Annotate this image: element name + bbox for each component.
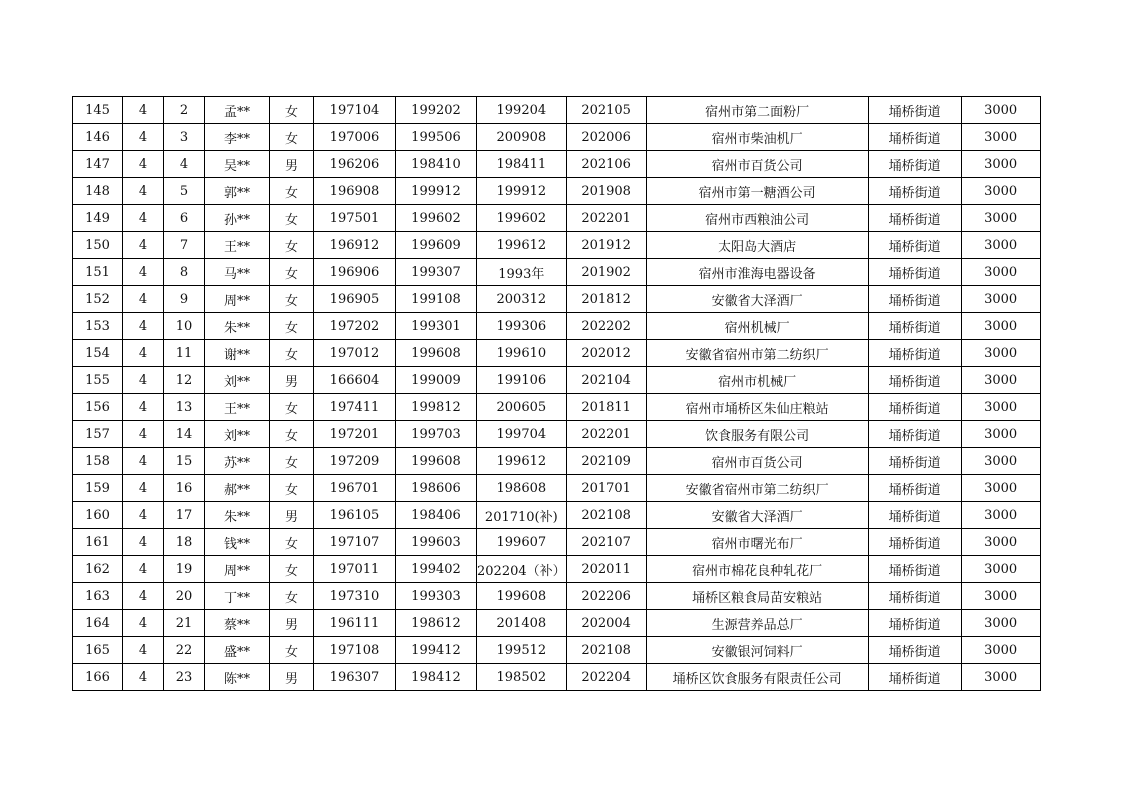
birth-date-cell: 196111 (314, 610, 396, 637)
amount-cell: 3000 (961, 529, 1040, 556)
seq-no-cell: 149 (73, 205, 123, 232)
table-row (73, 340, 1041, 367)
gender-cell: 女 (270, 259, 314, 286)
work-start-cell: 199609 (396, 232, 477, 259)
index-cell: 8 (164, 259, 205, 286)
work-start-cell: 199608 (396, 448, 477, 475)
name-cell: 周** (205, 286, 270, 313)
contract-date-cell: 200312 (477, 286, 567, 313)
amount-cell: 3000 (961, 664, 1040, 691)
seq-no-cell: 151 (73, 259, 123, 286)
gender-cell: 男 (270, 610, 314, 637)
index-cell: 4 (164, 151, 205, 178)
birth-date-cell: 197011 (314, 556, 396, 583)
group-cell: 4 (123, 205, 164, 232)
table-row (73, 610, 1041, 637)
contract-date-cell: 199602 (477, 205, 567, 232)
employer-cell: 安徽银河饲料厂 (646, 637, 868, 664)
gender-cell: 女 (270, 232, 314, 259)
employer-cell: 太阳岛大酒店 (646, 232, 868, 259)
birth-date-cell: 197104 (314, 97, 396, 124)
amount-cell: 3000 (961, 178, 1040, 205)
birth-date-cell: 197411 (314, 394, 396, 421)
gender-cell: 女 (270, 529, 314, 556)
name-cell: 陈** (205, 664, 270, 691)
street-cell: 埇桥街道 (868, 313, 961, 340)
seq-no-cell: 147 (73, 151, 123, 178)
gender-cell: 女 (270, 313, 314, 340)
amount-cell: 3000 (961, 340, 1040, 367)
name-cell: 孙** (205, 205, 270, 232)
work-start-cell: 199603 (396, 529, 477, 556)
street-cell: 埇桥街道 (868, 124, 961, 151)
street-cell: 埇桥街道 (868, 610, 961, 637)
name-cell: 谢** (205, 340, 270, 367)
birth-date-cell: 197501 (314, 205, 396, 232)
gender-cell: 女 (270, 205, 314, 232)
contract-date-cell: 199912 (477, 178, 567, 205)
employer-cell: 饮食服务有限公司 (646, 421, 868, 448)
name-cell: 朱** (205, 502, 270, 529)
group-cell: 4 (123, 529, 164, 556)
group-cell: 4 (123, 313, 164, 340)
seq-no-cell: 165 (73, 637, 123, 664)
name-cell: 周** (205, 556, 270, 583)
retire-date-cell: 202006 (566, 124, 646, 151)
birth-date-cell: 197209 (314, 448, 396, 475)
birth-date-cell: 196206 (314, 151, 396, 178)
table-row (73, 529, 1041, 556)
street-cell: 埇桥街道 (868, 151, 961, 178)
record-sheet (72, 96, 1041, 691)
seq-no-cell: 162 (73, 556, 123, 583)
name-cell: 朱** (205, 313, 270, 340)
employer-cell: 宿州市埇桥区朱仙庄粮站 (646, 394, 868, 421)
amount-cell: 3000 (961, 232, 1040, 259)
table-row (73, 313, 1041, 340)
contract-date-cell: 199607 (477, 529, 567, 556)
index-cell: 19 (164, 556, 205, 583)
employer-cell: 安徽省大泽酒厂 (646, 286, 868, 313)
street-cell: 埇桥街道 (868, 664, 961, 691)
street-cell: 埇桥街道 (868, 421, 961, 448)
index-cell: 13 (164, 394, 205, 421)
gender-cell: 女 (270, 178, 314, 205)
work-start-cell: 198612 (396, 610, 477, 637)
retire-date-cell: 202108 (566, 637, 646, 664)
retire-date-cell: 201908 (566, 178, 646, 205)
name-cell: 王** (205, 232, 270, 259)
group-cell: 4 (123, 556, 164, 583)
birth-date-cell: 197108 (314, 637, 396, 664)
work-start-cell: 199202 (396, 97, 477, 124)
employer-cell: 宿州市百货公司 (646, 151, 868, 178)
contract-date-cell: 199306 (477, 313, 567, 340)
retire-date-cell: 201701 (566, 475, 646, 502)
table-row (73, 232, 1041, 259)
table-row (73, 475, 1041, 502)
index-cell: 7 (164, 232, 205, 259)
street-cell: 埇桥街道 (868, 232, 961, 259)
work-start-cell: 199307 (396, 259, 477, 286)
index-cell: 5 (164, 178, 205, 205)
amount-cell: 3000 (961, 151, 1040, 178)
gender-cell: 男 (270, 151, 314, 178)
amount-cell: 3000 (961, 475, 1040, 502)
seq-no-cell: 163 (73, 583, 123, 610)
employer-cell: 宿州市机械厂 (646, 367, 868, 394)
group-cell: 4 (123, 583, 164, 610)
employer-cell: 生源营养品总厂 (646, 610, 868, 637)
group-cell: 4 (123, 367, 164, 394)
name-cell: 郭** (205, 178, 270, 205)
retire-date-cell: 202012 (566, 340, 646, 367)
work-start-cell: 199608 (396, 340, 477, 367)
index-cell: 22 (164, 637, 205, 664)
group-cell: 4 (123, 664, 164, 691)
seq-no-cell: 164 (73, 610, 123, 637)
retire-date-cell: 202206 (566, 583, 646, 610)
amount-cell: 3000 (961, 286, 1040, 313)
gender-cell: 女 (270, 394, 314, 421)
table-row (73, 124, 1041, 151)
contract-date-cell: 199612 (477, 232, 567, 259)
retire-date-cell: 201912 (566, 232, 646, 259)
amount-cell: 3000 (961, 448, 1040, 475)
street-cell: 埇桥街道 (868, 340, 961, 367)
index-cell: 11 (164, 340, 205, 367)
employer-cell: 宿州市百货公司 (646, 448, 868, 475)
index-cell: 2 (164, 97, 205, 124)
group-cell: 4 (123, 340, 164, 367)
name-cell: 刘** (205, 421, 270, 448)
retire-date-cell: 202108 (566, 502, 646, 529)
name-cell: 盛** (205, 637, 270, 664)
street-cell: 埇桥街道 (868, 637, 961, 664)
index-cell: 15 (164, 448, 205, 475)
table-row (73, 151, 1041, 178)
table-row (73, 502, 1041, 529)
employer-cell: 宿州市淮海电器设备 (646, 259, 868, 286)
amount-cell: 3000 (961, 205, 1040, 232)
retire-date-cell: 202204 (566, 664, 646, 691)
work-start-cell: 199009 (396, 367, 477, 394)
contract-date-cell: 199204 (477, 97, 567, 124)
birth-date-cell: 197310 (314, 583, 396, 610)
index-cell: 17 (164, 502, 205, 529)
seq-no-cell: 160 (73, 502, 123, 529)
work-start-cell: 199912 (396, 178, 477, 205)
gender-cell: 女 (270, 421, 314, 448)
name-cell: 王** (205, 394, 270, 421)
table-row (73, 205, 1041, 232)
gender-cell: 女 (270, 97, 314, 124)
table-row (73, 97, 1041, 124)
birth-date-cell: 196105 (314, 502, 396, 529)
seq-no-cell: 161 (73, 529, 123, 556)
name-cell: 蔡** (205, 610, 270, 637)
gender-cell: 女 (270, 475, 314, 502)
amount-cell: 3000 (961, 421, 1040, 448)
birth-date-cell: 196908 (314, 178, 396, 205)
employer-cell: 埇桥区饮食服务有限责任公司 (646, 664, 868, 691)
gender-cell: 女 (270, 124, 314, 151)
seq-no-cell: 157 (73, 421, 123, 448)
group-cell: 4 (123, 475, 164, 502)
amount-cell: 3000 (961, 556, 1040, 583)
amount-cell: 3000 (961, 394, 1040, 421)
street-cell: 埇桥街道 (868, 259, 961, 286)
group-cell: 4 (123, 421, 164, 448)
amount-cell: 3000 (961, 313, 1040, 340)
group-cell: 4 (123, 151, 164, 178)
amount-cell: 3000 (961, 124, 1040, 151)
employer-cell: 宿州市第一糖酒公司 (646, 178, 868, 205)
contract-date-cell: 199704 (477, 421, 567, 448)
street-cell: 埇桥街道 (868, 394, 961, 421)
work-start-cell: 199703 (396, 421, 477, 448)
table-row (73, 259, 1041, 286)
contract-date-cell: 199608 (477, 583, 567, 610)
gender-cell: 女 (270, 448, 314, 475)
group-cell: 4 (123, 124, 164, 151)
retire-date-cell: 201902 (566, 259, 646, 286)
retire-date-cell: 202201 (566, 205, 646, 232)
table-row (73, 583, 1041, 610)
work-start-cell: 198412 (396, 664, 477, 691)
group-cell: 4 (123, 286, 164, 313)
name-cell: 刘** (205, 367, 270, 394)
table-row (73, 286, 1041, 313)
index-cell: 14 (164, 421, 205, 448)
employer-cell: 宿州机械厂 (646, 313, 868, 340)
index-cell: 21 (164, 610, 205, 637)
seq-no-cell: 152 (73, 286, 123, 313)
name-cell: 李** (205, 124, 270, 151)
name-cell: 郝** (205, 475, 270, 502)
seq-no-cell: 156 (73, 394, 123, 421)
index-cell: 16 (164, 475, 205, 502)
retire-date-cell: 202105 (566, 97, 646, 124)
birth-date-cell: 197012 (314, 340, 396, 367)
employer-cell: 宿州市棉花良种轧花厂 (646, 556, 868, 583)
group-cell: 4 (123, 97, 164, 124)
street-cell: 埇桥街道 (868, 367, 961, 394)
birth-date-cell: 196912 (314, 232, 396, 259)
retire-date-cell: 202106 (566, 151, 646, 178)
index-cell: 23 (164, 664, 205, 691)
contract-date-cell: 202204（补） (477, 556, 567, 583)
contract-date-cell: 198411 (477, 151, 567, 178)
birth-date-cell: 196905 (314, 286, 396, 313)
street-cell: 埇桥街道 (868, 502, 961, 529)
street-cell: 埇桥街道 (868, 529, 961, 556)
group-cell: 4 (123, 448, 164, 475)
group-cell: 4 (123, 502, 164, 529)
index-cell: 12 (164, 367, 205, 394)
table-row (73, 421, 1041, 448)
street-cell: 埇桥街道 (868, 583, 961, 610)
gender-cell: 女 (270, 556, 314, 583)
work-start-cell: 199412 (396, 637, 477, 664)
table-row (73, 367, 1041, 394)
employer-cell: 宿州市第二面粉厂 (646, 97, 868, 124)
birth-date-cell: 197202 (314, 313, 396, 340)
table-row (73, 178, 1041, 205)
index-cell: 9 (164, 286, 205, 313)
table-row (73, 448, 1041, 475)
work-start-cell: 199108 (396, 286, 477, 313)
amount-cell: 3000 (961, 97, 1040, 124)
employer-cell: 安徽省宿州市第二纺织厂 (646, 475, 868, 502)
amount-cell: 3000 (961, 610, 1040, 637)
name-cell: 钱** (205, 529, 270, 556)
work-start-cell: 199303 (396, 583, 477, 610)
birth-date-cell: 196906 (314, 259, 396, 286)
street-cell: 埇桥街道 (868, 448, 961, 475)
work-start-cell: 199402 (396, 556, 477, 583)
work-start-cell: 199506 (396, 124, 477, 151)
retire-date-cell: 202104 (566, 367, 646, 394)
retire-date-cell: 202201 (566, 421, 646, 448)
name-cell: 马** (205, 259, 270, 286)
table-row (73, 556, 1041, 583)
group-cell: 4 (123, 394, 164, 421)
retire-date-cell: 201811 (566, 394, 646, 421)
birth-date-cell: 196307 (314, 664, 396, 691)
amount-cell: 3000 (961, 583, 1040, 610)
seq-no-cell: 148 (73, 178, 123, 205)
employer-cell: 安徽省宿州市第二纺织厂 (646, 340, 868, 367)
retire-date-cell: 202011 (566, 556, 646, 583)
retire-date-cell: 202202 (566, 313, 646, 340)
contract-date-cell: 198608 (477, 475, 567, 502)
employer-cell: 安徽省大泽酒厂 (646, 502, 868, 529)
seq-no-cell: 150 (73, 232, 123, 259)
gender-cell: 男 (270, 664, 314, 691)
street-cell: 埇桥街道 (868, 178, 961, 205)
retire-date-cell: 202004 (566, 610, 646, 637)
group-cell: 4 (123, 259, 164, 286)
contract-date-cell: 201710(补) (477, 502, 567, 529)
index-cell: 3 (164, 124, 205, 151)
amount-cell: 3000 (961, 259, 1040, 286)
gender-cell: 男 (270, 367, 314, 394)
retire-date-cell: 202107 (566, 529, 646, 556)
work-start-cell: 199301 (396, 313, 477, 340)
birth-date-cell: 196701 (314, 475, 396, 502)
contract-date-cell: 201408 (477, 610, 567, 637)
work-start-cell: 199812 (396, 394, 477, 421)
contract-date-cell: 1993年 (477, 259, 567, 286)
contract-date-cell: 200908 (477, 124, 567, 151)
index-cell: 18 (164, 529, 205, 556)
seq-no-cell: 155 (73, 367, 123, 394)
work-start-cell: 198410 (396, 151, 477, 178)
table-row (73, 637, 1041, 664)
employer-cell: 宿州市曙光布厂 (646, 529, 868, 556)
retire-date-cell: 201812 (566, 286, 646, 313)
seq-no-cell: 159 (73, 475, 123, 502)
group-cell: 4 (123, 637, 164, 664)
birth-date-cell: 166604 (314, 367, 396, 394)
amount-cell: 3000 (961, 637, 1040, 664)
records-table (72, 96, 1041, 691)
contract-date-cell: 199612 (477, 448, 567, 475)
work-start-cell: 199602 (396, 205, 477, 232)
gender-cell: 女 (270, 340, 314, 367)
street-cell: 埇桥街道 (868, 556, 961, 583)
street-cell: 埇桥街道 (868, 475, 961, 502)
seq-no-cell: 166 (73, 664, 123, 691)
amount-cell: 3000 (961, 502, 1040, 529)
work-start-cell: 198606 (396, 475, 477, 502)
amount-cell: 3000 (961, 367, 1040, 394)
contract-date-cell: 200605 (477, 394, 567, 421)
index-cell: 20 (164, 583, 205, 610)
seq-no-cell: 146 (73, 124, 123, 151)
gender-cell: 女 (270, 637, 314, 664)
contract-date-cell: 199512 (477, 637, 567, 664)
birth-date-cell: 197201 (314, 421, 396, 448)
name-cell: 孟** (205, 97, 270, 124)
street-cell: 埇桥街道 (868, 97, 961, 124)
index-cell: 10 (164, 313, 205, 340)
gender-cell: 女 (270, 286, 314, 313)
table-row (73, 394, 1041, 421)
name-cell: 丁** (205, 583, 270, 610)
table-body (73, 97, 1041, 691)
contract-date-cell: 199106 (477, 367, 567, 394)
name-cell: 吴** (205, 151, 270, 178)
group-cell: 4 (123, 232, 164, 259)
group-cell: 4 (123, 610, 164, 637)
seq-no-cell: 158 (73, 448, 123, 475)
contract-date-cell: 198502 (477, 664, 567, 691)
gender-cell: 男 (270, 502, 314, 529)
index-cell: 6 (164, 205, 205, 232)
street-cell: 埇桥街道 (868, 286, 961, 313)
contract-date-cell: 199610 (477, 340, 567, 367)
name-cell: 苏** (205, 448, 270, 475)
seq-no-cell: 154 (73, 340, 123, 367)
group-cell: 4 (123, 178, 164, 205)
retire-date-cell: 202109 (566, 448, 646, 475)
employer-cell: 宿州市西粮油公司 (646, 205, 868, 232)
street-cell: 埇桥街道 (868, 205, 961, 232)
employer-cell: 宿州市柴油机厂 (646, 124, 868, 151)
work-start-cell: 198406 (396, 502, 477, 529)
birth-date-cell: 197107 (314, 529, 396, 556)
birth-date-cell: 197006 (314, 124, 396, 151)
seq-no-cell: 145 (73, 97, 123, 124)
gender-cell: 女 (270, 583, 314, 610)
employer-cell: 埇桥区粮食局苗安粮站 (646, 583, 868, 610)
seq-no-cell: 153 (73, 313, 123, 340)
table-row (73, 664, 1041, 691)
